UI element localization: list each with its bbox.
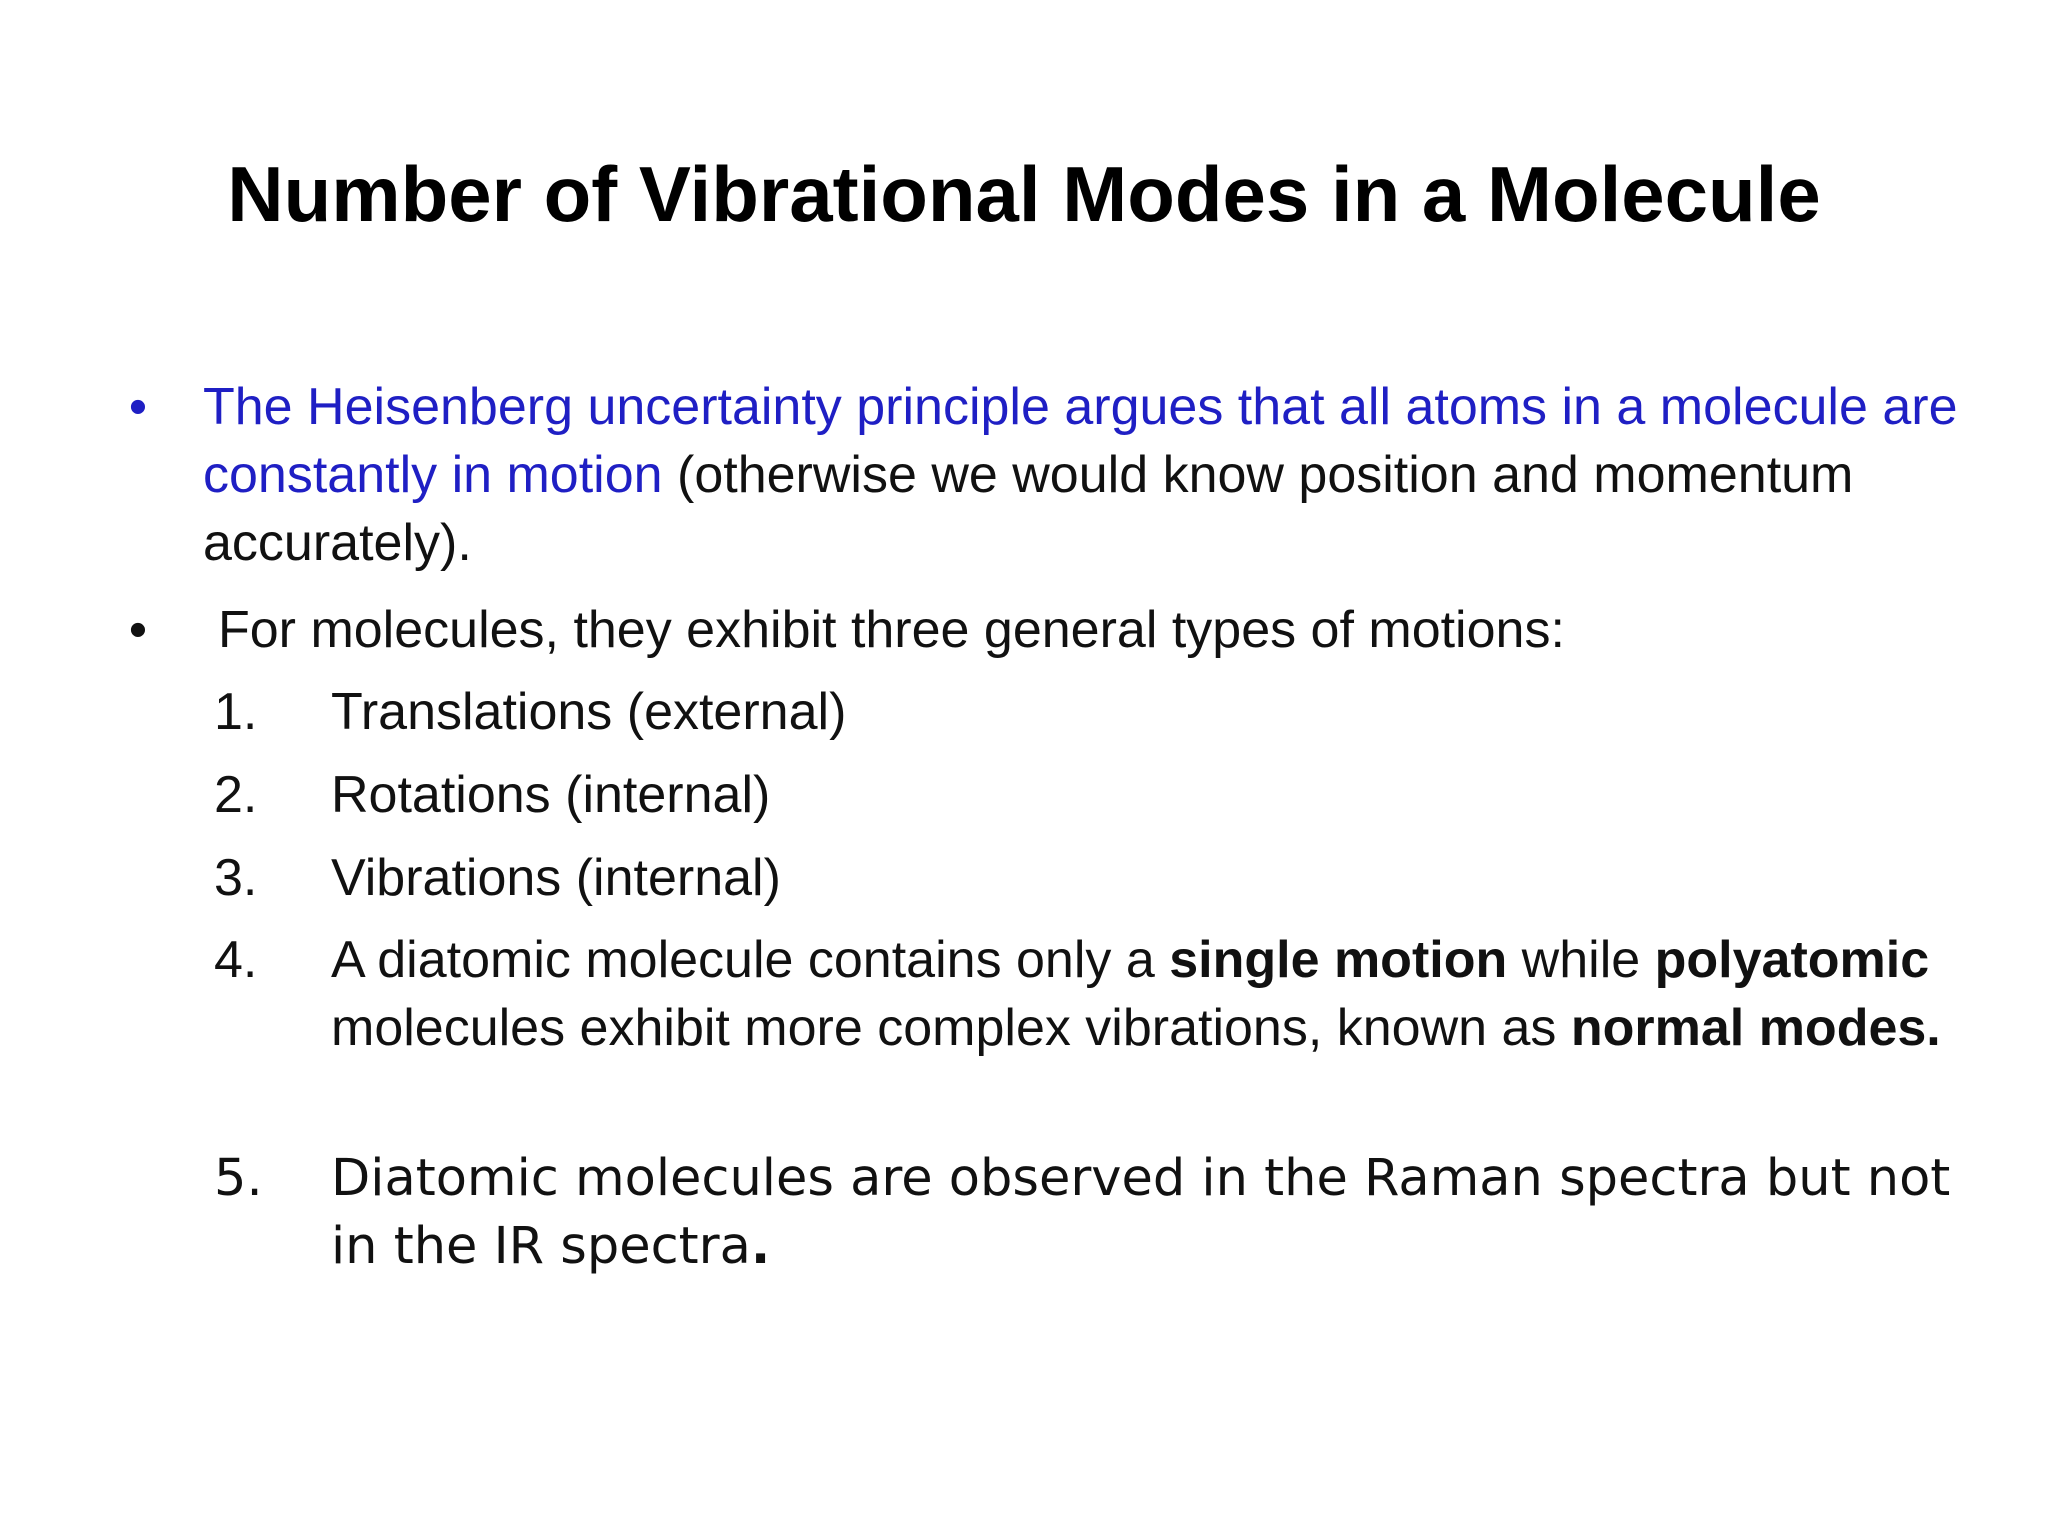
list-item-text [331,1145,1971,1281]
list-number: 1. [214,683,258,741]
list-number: 4. [214,931,258,989]
list-number: 3. [214,849,258,907]
bold-text: . [750,1217,771,1276]
text-part: A diatomic molecule contains only a [331,931,1170,989]
list-item-text: Rotations (internal) [331,766,771,824]
text-part: while [1507,931,1655,989]
slide-title: Number of Vibrational Modes in a Molecule [227,150,1821,238]
bullet-text-rest: (otherwise we would know position and momentum accurately). [203,446,1854,572]
bullet-dot-icon: • [128,378,148,436]
bullet-dot-icon: • [128,601,148,659]
bold-text: normal modes. [1570,999,1941,1057]
list-number: 5. [214,1149,263,1208]
bold-text: polyatomic [1654,931,1930,989]
bullet-text [203,373,1963,577]
list-number: 2. [214,766,258,824]
bullet-text: For molecules, they exhibit three general types of motions: [218,601,1565,659]
list-item-text: Translations (external) [331,683,847,741]
highlighted-text: The Heisenberg uncertainty principle argues that all atoms in a molecule are constantly in motion [203,378,1958,504]
bold-text: single motion [1169,931,1508,989]
list-item-text: Vibrations (internal) [331,849,781,907]
text-part: Diatomic molecules are observed in the Raman spectra but not in the IR spectra [331,1149,1951,1276]
list-item-text [331,926,1971,1062]
text-part: molecules exhibit more complex vibrations, known as [331,999,1571,1057]
